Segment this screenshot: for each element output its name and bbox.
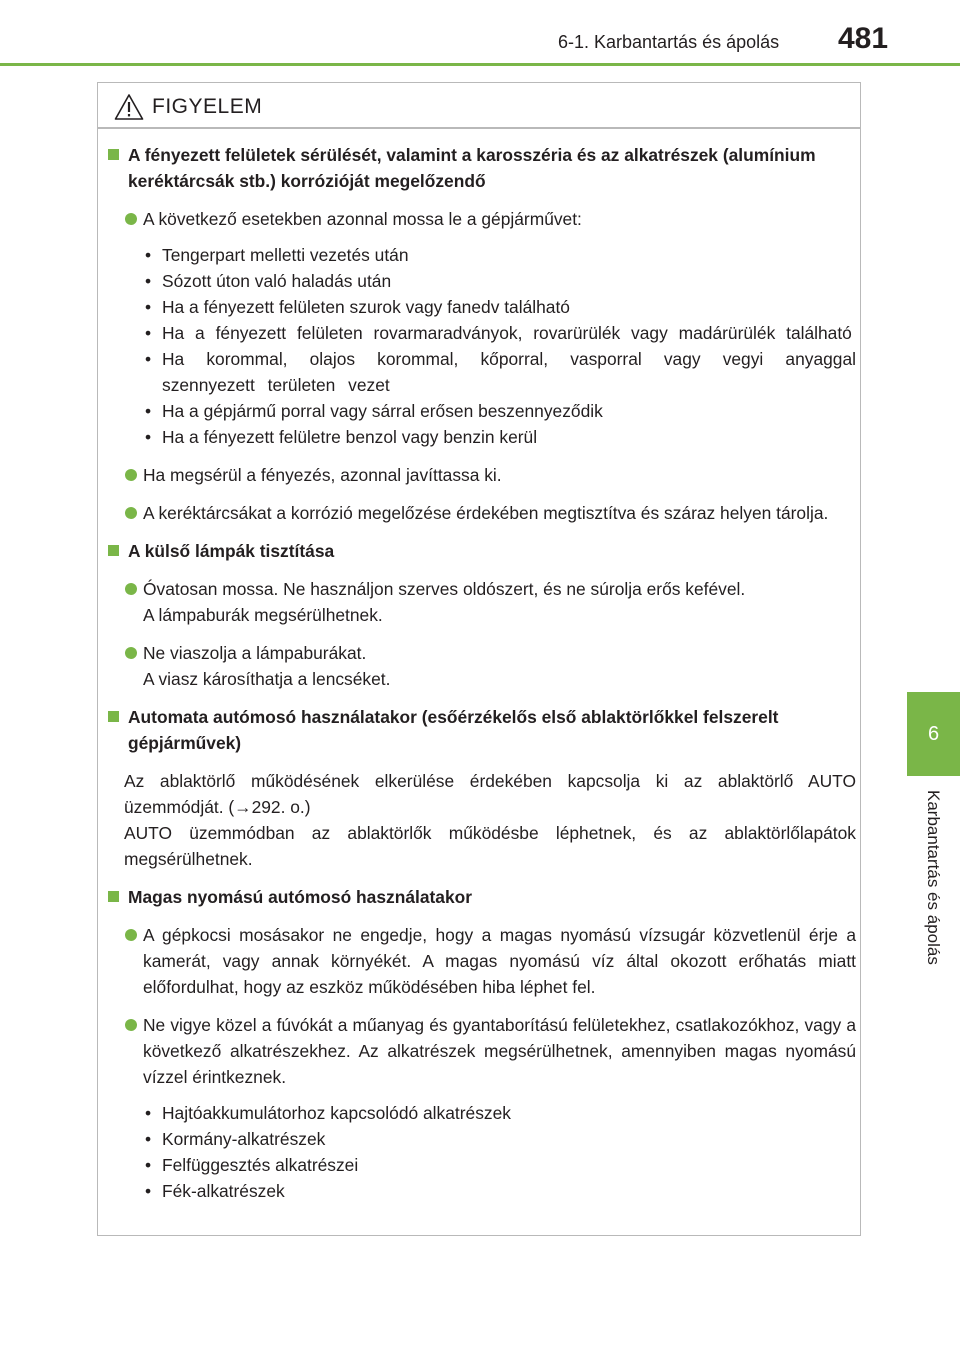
sub-list-item: • Kormány-alkatrészek: [145, 1129, 326, 1149]
square-bullet-icon: [108, 711, 119, 722]
sub-list-item: • Ha a gépjármű porral vagy sárral erősen beszennyeződik: [145, 401, 603, 421]
sub-list-item: • Tengerpart melletti vezetés után: [145, 245, 409, 265]
square-bullet-icon: [108, 545, 119, 556]
sub-list: [106, 242, 856, 450]
chapter-number: 6: [927, 722, 940, 745]
chapter-label: Karbantartás és ápolás: [924, 790, 943, 965]
sub-list-item: • Ha korommal, olajos korommal, kőporral, vasporral vagy vegyi anyaggal szennyezett területen vezet: [145, 349, 856, 395]
section-heading: Magas nyomású autómosó használatakor: [106, 884, 856, 910]
sub-list-item: • Sózott úton való haladás után: [145, 271, 392, 291]
chapter-tab: [907, 692, 960, 776]
list-item: Ha megsérül a fényezés, azonnal javíttassa ki.: [106, 462, 856, 488]
sub-list-item: • Ha a fényezett felületen rovarmaradványok, rovarürülék vagy madárürülék található: [145, 323, 852, 343]
page-number: 481: [838, 22, 889, 55]
list-item: A keréktárcsákat a korrózió megelőzése érdekében megtisztítva és száraz helyen tárolja.: [106, 500, 856, 526]
round-bullet-icon: [125, 929, 137, 941]
warning-divider: [98, 127, 860, 129]
section-heading: A külső lámpák tisztítása: [106, 538, 856, 564]
paragraph: Az ablaktörlő működésének elkerülése érdekében kapcsolja ki az ablaktörlő AUTO üzemmódját. (→292. o.) AUTO üzemmódban az ablaktörlők működésbe léphetnek, és az ablaktörlőlapátok megsérülhetnek.: [124, 771, 856, 869]
sub-list-item: • Ha a fényezett felületen szurok vagy fanedv található: [145, 297, 570, 317]
square-bullet-icon: [108, 891, 119, 902]
list-item: Ne vigye közel a fúvókát a műanyag és gyantaborítású felületekhez, csatlakozókhoz, vagy a következő alkatrészekhez. Az alkatrészek megsérülhetnek, amennyiben magas nyomású vízzel érintkeznek.: [106, 1012, 856, 1090]
round-bullet-icon: [125, 647, 137, 659]
square-bullet-icon: [108, 149, 119, 160]
sub-list: [106, 1100, 856, 1204]
round-bullet-icon: [125, 469, 137, 481]
sub-list-item: • Fék-alkatrészek: [145, 1181, 285, 1201]
round-bullet-icon: [125, 213, 137, 225]
header-rule: [0, 63, 960, 66]
section-heading: Automata autómosó használatakor (esőérzékelős első ablaktörlőkkel felszerelt gépjárművek): [106, 704, 856, 756]
sub-list-item: • Felfüggesztés alkatrészei: [145, 1155, 359, 1175]
sub-list-item: • Hajtóakkumulátorhoz kapcsolódó alkatrészek: [145, 1103, 511, 1123]
warning-header: [114, 93, 262, 121]
warning-title: FIGYELEM: [152, 95, 263, 118]
warning-content: [106, 142, 856, 1216]
list-item: Óvatosan mossa. Ne használjon szerves oldószert, és ne súrolja erős kefével. A lámpaburák megsérülhetnek.: [106, 576, 856, 628]
warning-triangle-icon: [114, 93, 144, 121]
list-item: A következő esetekben azonnal mossa le a gépjárművet:: [106, 206, 856, 232]
list-item: Ne viaszolja a lámpaburákat. A viasz károsíthatja a lencséket.: [106, 640, 856, 692]
sub-list-item: • Ha a fényezett felületre benzol vagy benzin kerül: [145, 427, 538, 447]
section-heading: A fényezett felületek sérülését, valamint a karosszéria és az alkatrészek (alumínium keréktárcsák stb.) korrózióját megelőzendő: [106, 142, 856, 194]
list-item: A gépkocsi mosásakor ne engedje, hogy a magas nyomású vízsugár közvetlenül érje a kamerát, vagy annak környékét. A magas nyomású víz által okozott erőhatás miatt előfordulhat, hogy az eszköz működésében hiba léphet fel.: [106, 922, 856, 1000]
section-title: 6-1. Karbantartás és ápolás: [558, 32, 780, 52]
round-bullet-icon: [125, 1019, 137, 1031]
round-bullet-icon: [125, 583, 137, 595]
round-bullet-icon: [125, 507, 137, 519]
